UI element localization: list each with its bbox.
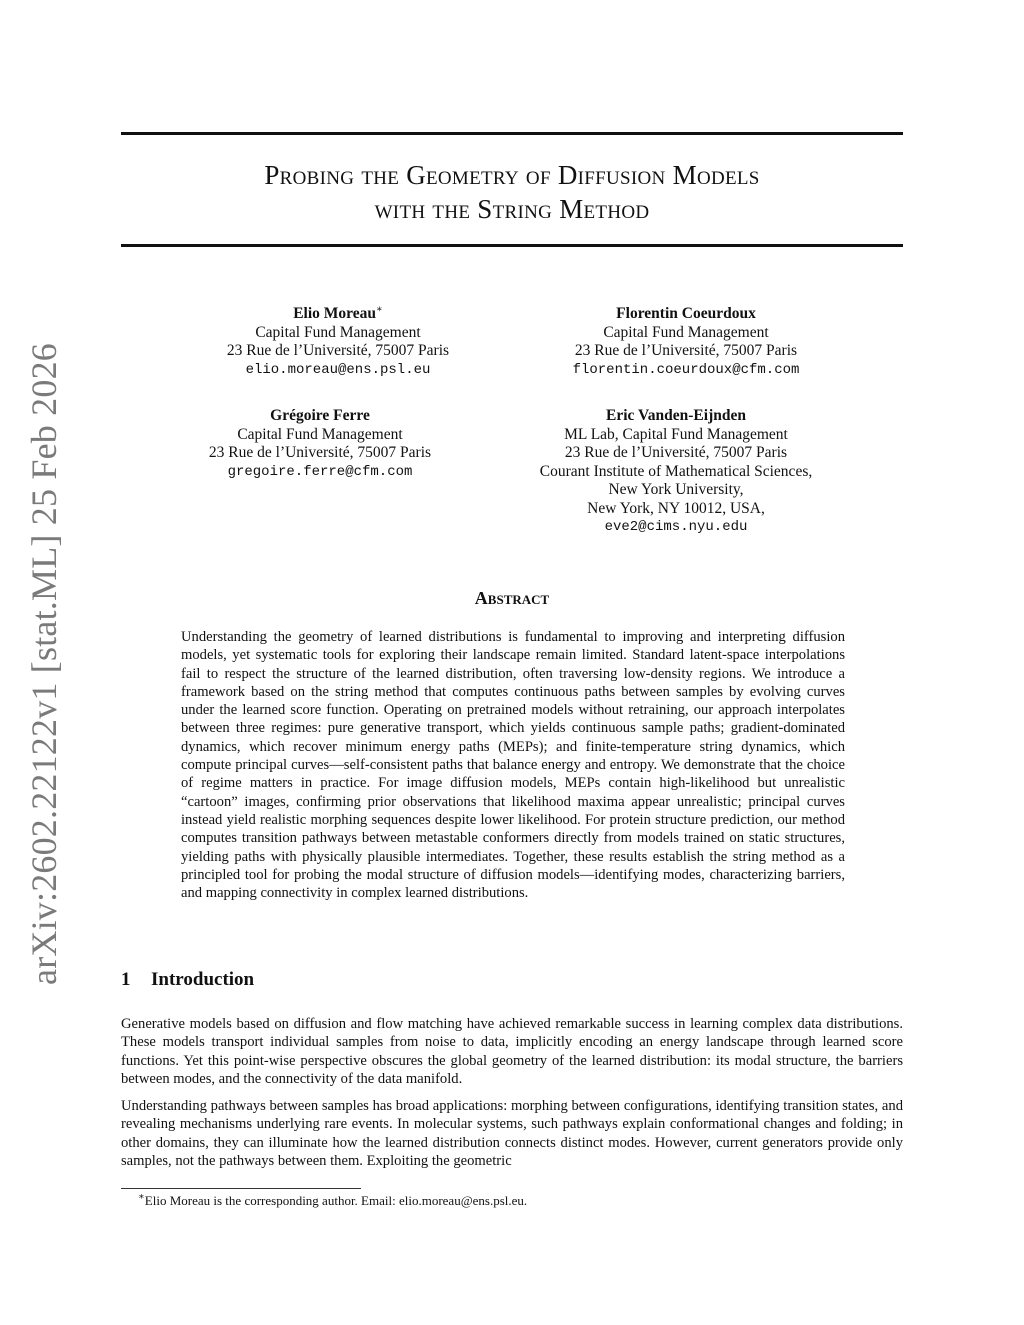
title-line-1: Probing the Geometry of Diffusion Models	[264, 160, 760, 190]
author-affiliation: Capital Fund Management	[237, 425, 403, 443]
author-affiliation: Capital Fund Management	[603, 323, 769, 341]
author-name: Grégoire Ferre	[270, 407, 370, 424]
author-email: eve2@cims.nyu.edu	[604, 519, 748, 535]
author-name: Elio Moreau	[293, 305, 376, 322]
author-address: 23 Rue de l’Université, 75007 Paris	[226, 342, 450, 359]
title-line-2: with the String Method	[374, 194, 650, 224]
author-address-2: New York, NY 10012, USA,	[587, 499, 765, 517]
section-number: 1	[121, 969, 131, 990]
author-block-vanden-eijnden	[518, 407, 834, 537]
section-heading	[121, 969, 254, 991]
abstract-text: Understanding the geometry of learned distributions is fundamental to improving and interpreting diffusion models, yet systematic tools for exploring their landscape remain limited. Standard latent-space interpolations fail to respect the structure of the learned distribution, often traversing low-density regions. We introduce a framework based on the string method that computes continuous paths between samples by evolving curves under the learned score function. Operating on pretrained models without retraining, our approach interpolates between three regimes: pure generative transport, which yields continuous sample paths; gradient-dominated dynamics, which recover minimum energy paths (MEPs); and finite-temperature string dynamics, which compute principal curves—self-consistent paths that balance energy and entropy. We demonstrate that the choice of regime matters in practice. For image diffusion models, MEPs contain high-likelihood but unrealistic “cartoon” images, confirming prior observations that likelihood maxima appear unrealistic; principal curves instead yield realistic morphing sequences despite lower likelihood. For protein structure prediction, our method computes transition pathways between metastable conformers directly from models trained on static structures, yielding paths with physically plausible intermediates. Together, these results establish the string method as a principled tool for probing the modal structure of diffusion models—identifying modes, characterizing barriers, and mapping connectivity in complex learned distributions.	[181, 629, 845, 902]
author-affiliation-2: Courant Institute of Mathematical Sciences,	[539, 462, 813, 480]
footnote-text: Elio Moreau is the corresponding author. Email: elio.moreau@ens.psl.eu.	[144, 1193, 528, 1208]
intro-paragraph-1: Generative models based on diffusion and flow matching have achieved remarkable success in learning complex data distributions. These models transport individual samples from noise to data, implicitly encoding an energy landscape through learned score functions. Yet this point-wise perspective obscures the global geometry of the learned distribution: its modal structure, the barriers between modes, and the connectivity of the data manifold.	[121, 1016, 903, 1087]
author-address: 23 Rue de l’Université, 75007 Paris	[574, 342, 798, 359]
arxiv-sidebar	[0, 0, 90, 1325]
author-block-moreau	[200, 305, 476, 379]
paper-title	[121, 158, 903, 226]
title-bottom-rule	[121, 244, 903, 247]
author-block-coeurdoux	[548, 305, 824, 379]
author-email: florentin.coeurdoux@cfm.com	[572, 361, 800, 378]
footnote-mark: ∗	[138, 1191, 145, 1203]
footnote	[138, 1193, 527, 1209]
author-name: Florentin Coeurdoux	[616, 305, 756, 322]
footnote-rule	[121, 1188, 361, 1189]
author-name: Eric Vanden-Eijnden	[606, 407, 746, 424]
intro-paragraph-2: Understanding pathways between samples has broad applications: morphing between configurations, identifying transition states, and revealing mechanisms underlying rare events. In molecular systems, such pathways explain conformational changes and folding; in other domains, they can illuminate how the learned distribution connects distinct modes. However, current generators provide only samples, not the pathways between them. Exploiting the geometric	[121, 1098, 903, 1169]
author-affiliation: ML Lab, Capital Fund Management	[564, 425, 788, 443]
author-email: elio.moreau@ens.psl.eu	[245, 361, 431, 378]
author-affiliation: Capital Fund Management	[255, 323, 421, 341]
abstract-heading: Abstract	[474, 588, 550, 608]
title-top-rule	[121, 132, 903, 135]
author-email: gregoire.ferre@cfm.com	[227, 463, 413, 480]
author-block-ferre	[182, 407, 458, 481]
arxiv-identifier: arXiv:2602.22122v1 [stat.ML] 25 Feb 2026	[24, 343, 64, 985]
author-address: 23 Rue de l’Université, 75007 Paris	[564, 444, 788, 461]
footnote-marker: ∗	[376, 303, 383, 315]
author-affiliation-3: New York University,	[608, 481, 744, 498]
section-title: Introduction	[151, 969, 255, 990]
author-address: 23 Rue de l’Université, 75007 Paris	[208, 444, 432, 461]
